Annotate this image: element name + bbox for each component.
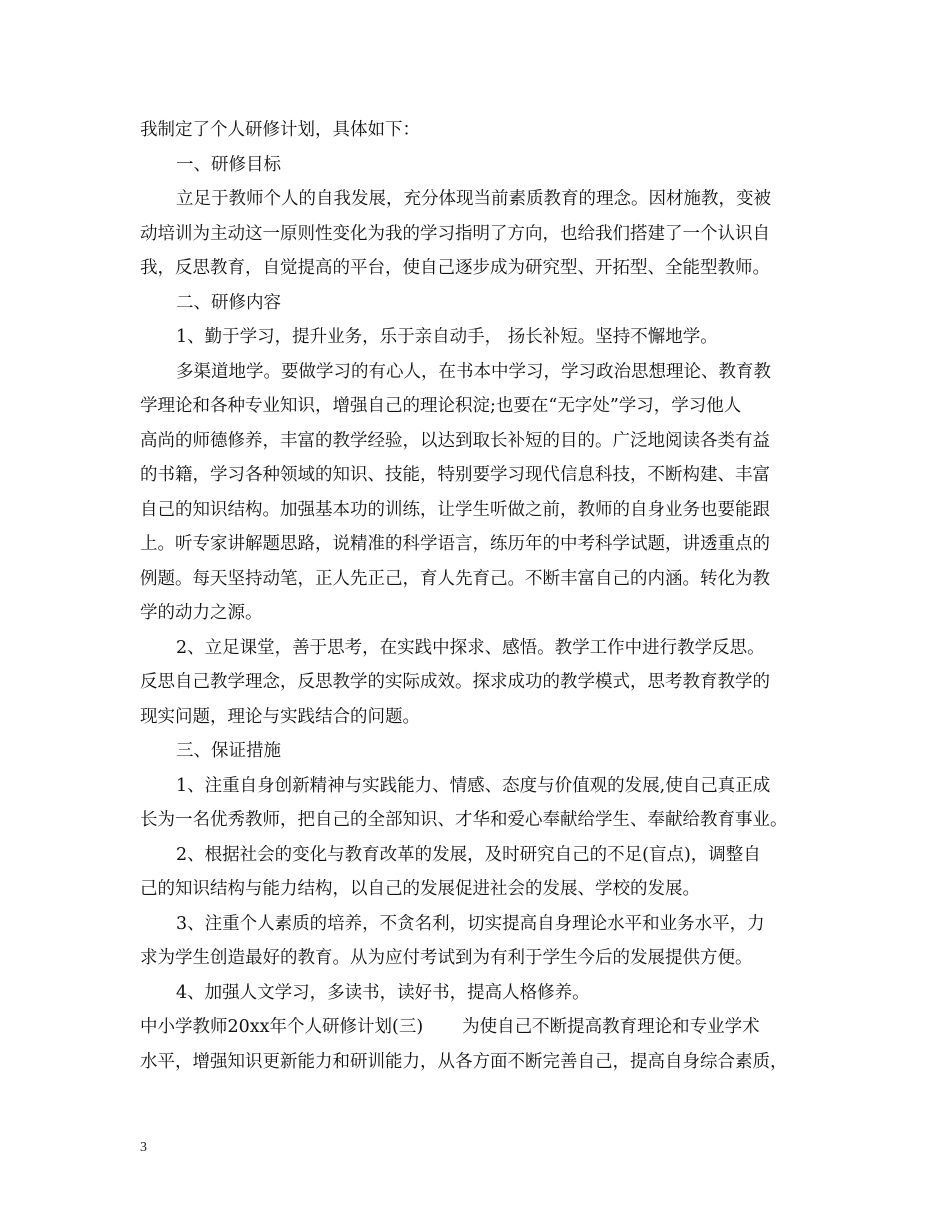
paragraph-line: 现实问题，理论与实践结合的问题。 bbox=[140, 707, 420, 727]
text-line: 我制定了个人研修计划，具体如下： bbox=[140, 120, 420, 140]
section-heading: 一、研修目标 bbox=[176, 155, 281, 175]
paragraph-line: 多渠道地学。要做学习的有心人，在书本中学习，学习政治思想理论、教育教 bbox=[176, 362, 771, 382]
paragraph-line: 求为学生创造最好的教育。从为应付考试到为有利于学生今后的发展提供方便。 bbox=[140, 948, 753, 968]
paragraph-line: 3、注重个人素质的培养，不贪名利，切实提高自身理论水平和业务水平，力 bbox=[176, 914, 765, 934]
paragraph-line: 学的动力之源。 bbox=[140, 603, 263, 623]
paragraph-line: 1、注重自身创新精神与实践能力、情感、态度与价值观的发展,使自己真正成 bbox=[176, 776, 771, 796]
paragraph-line: 立足于教师个人的自我发展，充分体现当前素质教育的理念。因材施教，变被 bbox=[176, 189, 771, 209]
paragraph-line: 我，反思教育，自觉提高的平台，使自己逐步成为研究型、开拓型、全能型教师。 bbox=[140, 258, 770, 278]
paragraph-line: 2、根据社会的变化与教育改革的发展，及时研究自己的不足(盲点)，调整自 bbox=[176, 845, 761, 865]
paragraph-line: 的书籍，学习各种领域的知识、技能，特别要学习现代信息科技，不断构建、丰富 bbox=[140, 465, 770, 485]
paragraph-line: 学理论和各种专业知识，增强自己的理论积淀;也要在“无字处”学习，学习他人 bbox=[140, 396, 742, 416]
paragraph-line: 1、勤于学习，提升业务，乐于亲自动手， 扬长补短。坚持不懈地学。 bbox=[176, 327, 718, 347]
paragraph-line: 水平，增强知识更新能力和研训能力，从各方面不断完善自己，提高自身综合素质， bbox=[140, 1052, 788, 1072]
paragraph-line: 例题。每天坚持动笔，正人先正己，育人先育己。不断丰富自己的内涵。转化为教 bbox=[140, 569, 770, 589]
paragraph-line: 4、加强人文学习，多读书，读好书，提高人格修养。 bbox=[176, 983, 590, 1003]
page-number: 3 bbox=[140, 1140, 147, 1155]
section-heading: 二、研修内容 bbox=[176, 293, 281, 313]
paragraph-line: 反思自己教学理念，反思教学的实际成效。探求成功的教学模式，思考教育教学的 bbox=[140, 672, 770, 692]
paragraph-line: 长为一名优秀教师，把自己的全部知识、才华和爱心奉献给学生、奉献给教育事业。 bbox=[140, 810, 788, 830]
paragraph-line: 高尚的师德修养，丰富的教学经验，以达到取长补短的目的。广泛地阅读各类有益 bbox=[140, 431, 770, 451]
paragraph-line: 动培训为主动这一原则性变化为我的学习指明了方向，也给我们搭建了一个认识自 bbox=[140, 224, 770, 244]
paragraph-line: 己的知识结构与能力结构，以自己的发展促进社会的发展、学校的发展。 bbox=[140, 879, 700, 899]
paragraph-line: 上。听专家讲解题思路，说精准的科学语言，练历年的中考科学试题，讲透重点的 bbox=[140, 534, 770, 554]
paragraph-line: 自己的知识结构。加强基本功的训练，让学生听做之前，教师的自身业务也要能跟 bbox=[140, 500, 770, 520]
section-heading: 三、保证措施 bbox=[176, 741, 281, 761]
paragraph-line: 2、立足课堂，善于思考，在实践中探求、感悟。教学工作中进行教学反思。 bbox=[176, 638, 765, 658]
paragraph-line: 中小学教师20xx年个人研修计划(三) 为使自己不断提高教育理论和专业学术 bbox=[140, 1017, 760, 1037]
